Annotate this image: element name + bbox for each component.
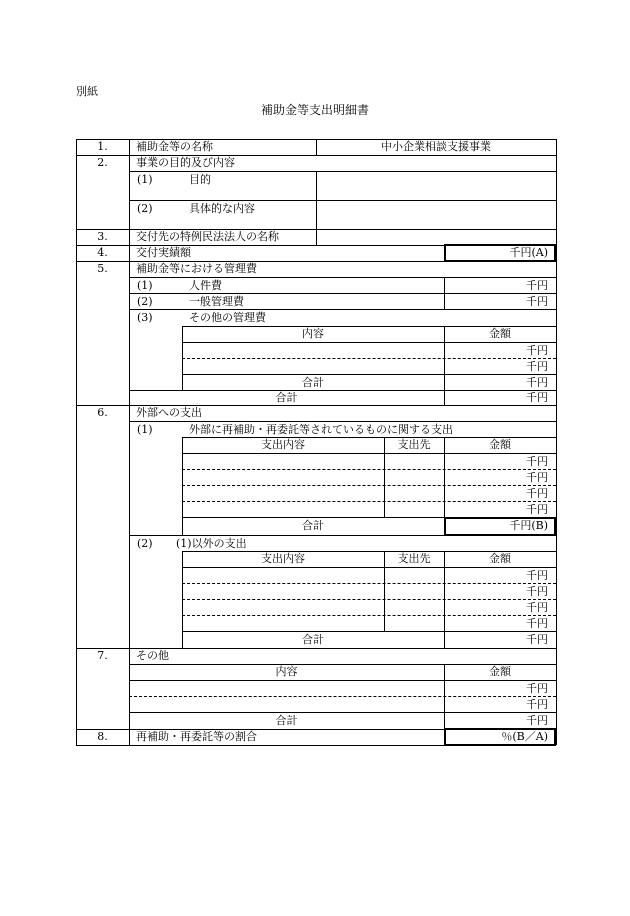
s7-label: その他 [136,649,169,662]
s2-purpose-label: 目的 [189,173,211,186]
s8-number: 8. [97,730,108,743]
s5-label: 補助金等における管理費 [136,262,257,275]
s1-number: 1. [97,140,108,153]
s6-1-expense-header: 支出内容 [261,438,305,451]
s5-general-admin-unit: 千円 [526,295,548,308]
s2-label: 事業の目的及び内容 [136,156,235,169]
s6-2-expense-header: 支出内容 [261,552,305,565]
s6-1-subtotal-unit: 千円(B) [509,519,548,532]
s5-subtotal-unit: 千円 [526,376,548,389]
s6-2-row2-unit: 千円 [526,585,548,598]
s5-number: 5. [97,262,108,275]
s5-total-label: 合計 [275,391,298,404]
s5-subtotal-label: 合計 [302,376,324,389]
s8-unit: ％(B／A) [501,730,548,743]
s6-item1-number: (1) [137,423,153,436]
document-title: 補助金等支出明細書 [260,103,369,117]
s2-item2-number: (2) [137,202,153,215]
s7-total-label: 合計 [275,714,298,727]
s1-value: 中小企業相談支援事業 [381,140,491,153]
s6-1-payee-header: 支出先 [397,438,431,451]
s5-total-unit: 千円 [526,391,548,404]
s7-content-header: 内容 [275,665,298,678]
s2-item1-number: (1) [137,173,153,186]
s3-label: 交付先の特例民法法人の名称 [136,230,279,243]
s7-number: 7. [97,649,108,662]
s3-number: 3. [97,230,108,243]
s6-2-row3-unit: 千円 [526,601,548,614]
s6-2-row1-unit: 千円 [526,569,548,582]
s5-item2-number: (2) [137,295,153,308]
s6-number: 6. [97,406,108,419]
s4-unit: 千円(A) [509,246,548,259]
attachment-label: 別紙 [76,85,98,98]
s4-number: 4. [97,246,108,259]
s6-1-subtotal-label: 合計 [302,519,324,532]
s6-1-row2-unit: 千円 [526,471,548,484]
s7-row2-unit: 千円 [526,698,548,711]
s6-2-subtotal-unit: 千円 [526,633,548,646]
s6-other-expense-label: (1)以外の支出 [176,537,247,550]
s7-amount-header: 金額 [489,665,511,678]
s6-1-row4-unit: 千円 [526,503,548,516]
s6-2-amount-header: 金額 [489,552,511,565]
s5-row1-unit: 千円 [526,344,548,357]
s2-number: 2. [97,156,108,169]
s6-label: 外部への支出 [136,406,202,419]
s6-item2-number: (2) [137,537,153,550]
s6-1-row1-unit: 千円 [526,455,548,468]
s6-2-subtotal-label: 合計 [302,633,324,646]
s6-2-payee-header: 支出先 [397,552,431,565]
s5-row2-unit: 千円 [526,360,548,373]
s7-total-unit: 千円 [526,714,548,727]
s1-label: 補助金等の名称 [136,140,213,153]
s8-label: 再補助・再委託等の割合 [136,730,257,743]
s6-1-row3-unit: 千円 [526,487,548,500]
s7-row1-unit: 千円 [526,682,548,695]
s5-amount-header: 金額 [489,327,511,340]
s6-1-amount-header: 金額 [489,438,511,451]
s5-general-admin-label: 一般管理費 [189,295,244,308]
s5-personnel-label: 人件費 [189,279,222,292]
s5-personnel-unit: 千円 [526,279,548,292]
s5-other-admin-label: その他の管理費 [189,311,266,324]
s5-content-header: 内容 [302,327,324,340]
s5-item1-number: (1) [137,279,153,292]
s4-label: 交付実績額 [136,246,191,259]
s6-subcontract-label: 外部に再補助・再委託等されているものに関する支出 [189,423,453,436]
s2-content-label: 具体的な内容 [189,202,255,215]
s6-2-row4-unit: 千円 [526,617,548,630]
s5-item3-number: (3) [137,311,153,324]
